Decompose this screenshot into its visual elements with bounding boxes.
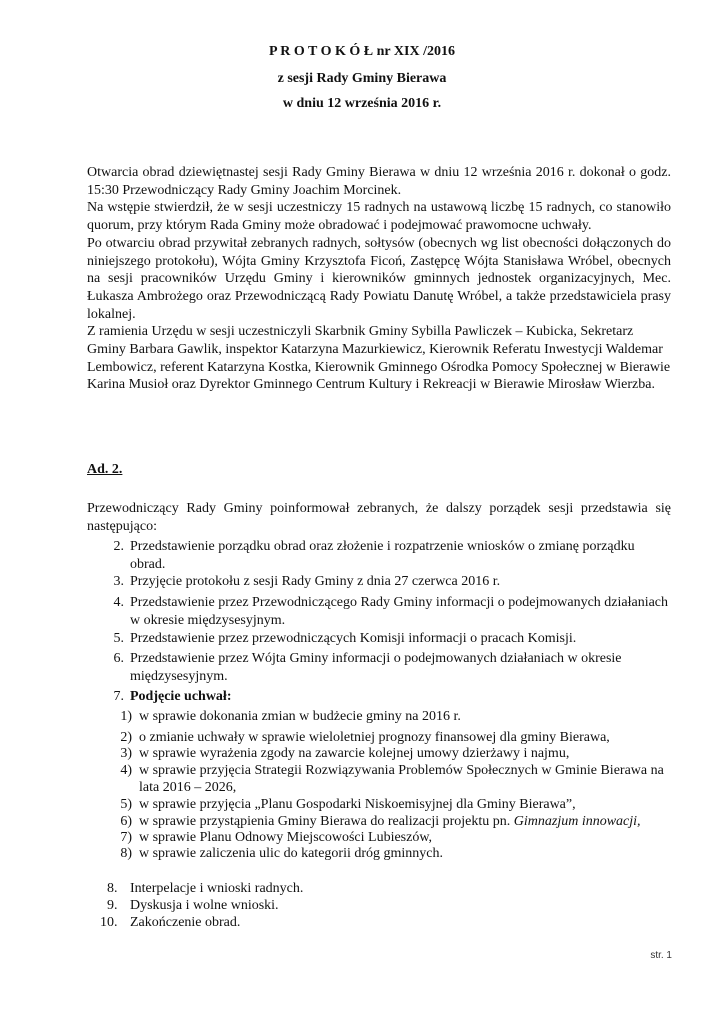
list-item-text: Interpelacje i wnioski radnych. xyxy=(130,881,304,896)
sub-item-text xyxy=(139,814,671,831)
page-number: str. 1 xyxy=(650,950,672,961)
sub-item-text: w sprawie dokonania zmian w budżecie gminy na 2016 r. xyxy=(139,709,461,724)
sub-item-number: 1) xyxy=(120,709,132,724)
list-item-text: Przedstawienie porządku obrad oraz złożenie i rozpatrzenie wniosków o zmianę porządku obrad. xyxy=(130,539,635,572)
ad2-heading: Ad. 2. xyxy=(87,462,123,477)
list-item-text: Podjęcie uchwał: xyxy=(130,689,232,704)
sub-item-number: 5) xyxy=(120,797,132,812)
list-item-number: 7. xyxy=(113,689,124,704)
list-item-text: Przyjęcie protokołu z sesji Rady Gminy z dnia 27 czerwca 2016 r. xyxy=(130,574,501,589)
list-item-number: 8. xyxy=(107,881,118,896)
list-item-number: 9. xyxy=(107,898,118,913)
list-item-number: 5. xyxy=(113,631,124,646)
list-item-number: 3. xyxy=(113,574,124,589)
list-item-number: 2. xyxy=(113,539,124,554)
sub-item-text-main: w sprawie przystąpienia Gminy Bierawa do realizacji projektu pn. xyxy=(139,814,514,829)
intro-paragraph-staff: Z ramienia Urzędu w sesji uczestniczyli Skarbnik Gminy Sybilla Pawliczek – Kubicka, Sekretarz Gminy Barbara Gawlik, inspektor Katarzyna Mazurkiewicz, Kierownik Referatu Inwestycji Waldemar Lembowicz, referent Katarzyna Kostka, Kierownik Gminnego Ośrodka Pomocy Społecznej w Bierawie Karina Musioł oraz Dyrektor Gminnego Centrum Kultury i Rekreacji w Bierawie Mirosław Wierzba. xyxy=(87,324,671,393)
sub-item-text: w sprawie zaliczenia ulic do kategorii dróg gminnych. xyxy=(139,846,444,861)
list-item-text: Przedstawienie przez Przewodniczącego Rady Gminy informacji o podejmowanych działaniach w okresie międzysesyjnym. xyxy=(130,595,669,628)
protocol-subtitle: z sesji Rady Gminy Bierawa xyxy=(277,71,447,86)
intro-paragraph-greeting: Po otwarciu obrad przywitał zebranych radnych, sołtysów (obecnych wg list obecności dołączonych do niniejszego protokołu), Wójta Gminy Krzysztofa Ficoń, Zastępcę Wójta Stanisława Wróbel, obecnych na sesji pracowników Urzędu Gminy i kierowników gminnych jednostek organizacyjnych, Mec. Łukasza Ambrożego oraz Przewodniczącą Rady Powiatu Danutę Wróbel, a także przedstawiciela prasy lokalnej. xyxy=(87,235,671,322)
sub-item-number: 4) xyxy=(120,763,132,778)
list-item-number: 6. xyxy=(113,651,124,666)
sub-item-number: 6) xyxy=(120,814,132,829)
list-item-number: 4. xyxy=(113,595,124,610)
sub-item-number: 7) xyxy=(120,830,132,845)
sub-item-number: 2) xyxy=(120,730,132,745)
list-item-number: 10. xyxy=(100,915,118,930)
ad2-intro: Przewodniczący Rady Gminy poinformował zebranych, że dalszy porządek sesji przedstawia się następująco: xyxy=(87,501,671,534)
project-name: Gimnazjum innowacji, xyxy=(513,814,641,829)
sub-item-number: 3) xyxy=(120,746,132,761)
sub-item-text: w sprawie przyjęcia Strategii Rozwiązywania Problemów Społecznych w Gminie Bierawa na lata 2016 – 2026, xyxy=(139,763,664,795)
list-item-text: Dyskusja i wolne wnioski. xyxy=(130,898,279,913)
sub-item-text: w sprawie wyrażenia zgody na zawarcie kolejnej umowy dzierżawy i najmu, xyxy=(139,746,570,761)
intro-section xyxy=(87,164,671,394)
list-item-text: Zakończenie obrad. xyxy=(130,915,241,930)
protocol-title: P R O T O K Ó Ł nr XIX /2016 xyxy=(269,44,455,59)
sub-item-text: o zmianie uchwały w sprawie wieloletniej prognozy finansowej dla gminy Bierawa, xyxy=(139,730,610,745)
protocol-date: w dniu 12 września 2016 r. xyxy=(282,96,442,111)
sub-item-text: w sprawie przyjęcia „Planu Gospodarki Niskoemisyjnej dla Gminy Bierawa”, xyxy=(139,797,576,812)
sub-item-text: w sprawie Planu Odnowy Miejscowości Lubieszów, xyxy=(139,830,433,845)
intro-paragraph-opening: Otwarcia obrad dziewiętnastej sesji Rady Gminy Bierawa w dniu 12 września 2016 r. dokonał o godz. 15:30 Przewodniczący Rady Gminy Joachim Morcinek. xyxy=(87,165,671,198)
intro-paragraph-quorum: Na wstępie stwierdził, że w sesji uczestniczy 15 radnych na ustawową liczbę 15 radnych, co stanowiło quorum, przy którym Rada Gminy może obradować i podejmować prawomocne uchwały. xyxy=(87,200,671,234)
sub-item-number: 8) xyxy=(120,846,132,861)
list-item-text: Przedstawienie przez Wójta Gminy informacji o podejmowanych działaniach w okresie międzysesyjnym. xyxy=(130,651,622,684)
list-item-text: Przedstawienie przez przewodniczących Komisji informacji o pracach Komisji. xyxy=(130,631,577,646)
